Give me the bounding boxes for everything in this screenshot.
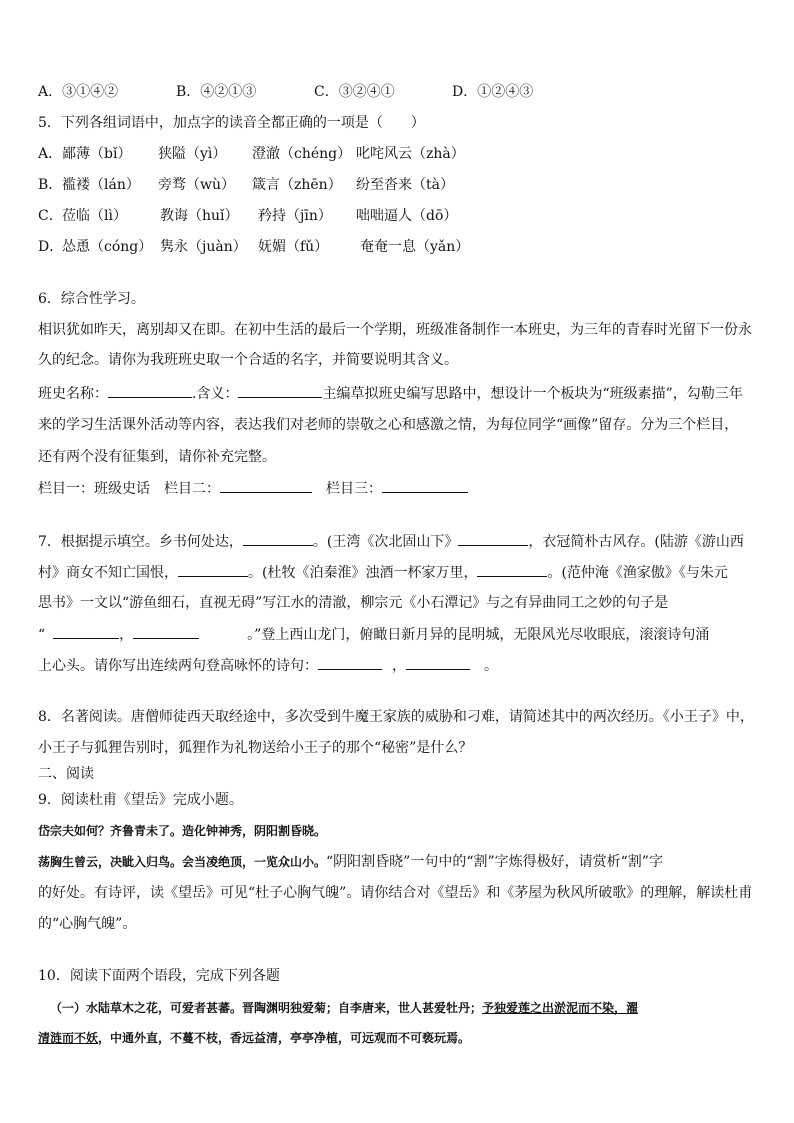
- column-one-and-two-label: 栏目一：班级史话 栏目二：: [38, 481, 220, 497]
- q10-underlined-text: 清涟而不妖: [38, 1031, 99, 1045]
- q4-option-a: [38, 82, 118, 102]
- q7-text: 。(范仲淹《渔家傲》《与朱元: [547, 565, 728, 581]
- q10-passage-text: （一）水陆草木之花，可爱者甚蕃。晋陶渊明独爱菊；自李唐来，世人甚爱牡丹；: [50, 1001, 483, 1015]
- q5-row-a-letter: A．: [38, 146, 63, 162]
- q7-text: ，: [392, 658, 406, 674]
- q9-question-line: 的好处。有诗评，读《望岳》可见“杜子心胸气魄”。请你结合对《望岳》和《茅屋为秋风所破歌》的理解，解读杜甫: [38, 885, 753, 901]
- q10-title: 10．阅读下面两个语段，完成下列各题: [38, 968, 280, 984]
- q4-option-a-letter: A．: [38, 84, 63, 100]
- q9-title: 9．阅读杜甫《望岳》完成小题。: [38, 792, 243, 808]
- q4-option-d-letter: D．: [452, 84, 478, 100]
- q7-line: [38, 531, 744, 552]
- q5-row-b-item: 纷至沓来（tà）: [356, 177, 454, 193]
- q7-text: 。(王湾《次北固山下》: [312, 534, 459, 550]
- q7-blank-1[interactable]: [243, 531, 313, 546]
- q5-row-d-item: 奄奄一息（yǎn）: [360, 239, 470, 255]
- q10-passage-text: ，中通外直，不蔓不枝，香远益清，亭亭净植，可远观而不可亵玩焉。: [98, 1031, 471, 1045]
- q9-question-line: [38, 852, 663, 872]
- q6-paragraph-line: 相识犹如昨天，离别却又在即。在初中生活的最后一个学期，班级准备制作一本班史，为三年的青春时光留下一份永: [38, 322, 752, 338]
- q7-blank-2[interactable]: [458, 531, 528, 546]
- q7-blank-7[interactable]: [318, 655, 382, 670]
- q5-row-c-letter: C．: [38, 208, 63, 224]
- q7-line: [38, 624, 709, 645]
- q5-stem: 5．下列各组词语中，加点字的读音全都正确的一项是（ ）: [38, 115, 425, 131]
- q7-text: 上心头。请你写出连续两句登高咏怀的诗句：: [38, 658, 318, 674]
- q7-line: 思书》一文以“游鱼细石，直视无碍”写江水的清澈，柳宗元《小石潭记》与之有异曲同工之妙的句子是: [38, 595, 669, 611]
- q6-paragraph-line: 来的学习生活课外活动等内容，表达我们对老师的崇敬之心和感激之情，为每位同学“画像”留存。分为三个栏目，: [38, 417, 739, 433]
- q10-passage-line: [50, 998, 638, 1018]
- q6-columns-line: [38, 478, 468, 499]
- meaning-blank[interactable]: [238, 383, 322, 398]
- q7-blank-3[interactable]: [178, 562, 248, 577]
- q4-option-b-value: ④②①③: [200, 84, 257, 100]
- class-history-name-blank[interactable]: [108, 383, 192, 398]
- q5-row-b-item: 褴褛（lán）: [62, 177, 140, 193]
- q7-line: [38, 655, 498, 676]
- q5-row-c-item: 矜持（jīn）: [258, 208, 332, 224]
- q9-question-line: 的“心胸气魄”。: [38, 916, 137, 932]
- q5-row-a-item: 叱咤风云（zhà）: [356, 146, 465, 162]
- q5-row-b-item: 箴言（zhēn）: [252, 177, 342, 193]
- q6-line-rest: 主编草拟班史编写思路中，想设计一个板块为“班级素描”，勾勒三年: [322, 386, 743, 402]
- q5-row-a-item: 狭隘（yì）: [158, 146, 227, 162]
- q5-row-d-item: 隽永（juàn）: [160, 239, 247, 255]
- q5-row-d-item: 怂恿（cóng）: [62, 239, 153, 255]
- column-two-blank[interactable]: [220, 478, 312, 493]
- q7-text: ，衣冠简朴古风存。(陆游《游山西: [528, 534, 744, 550]
- poem-line: 荡胸生曾云，决眦入归鸟。会当凌绝顶，一览众山小。: [38, 855, 327, 869]
- class-history-name-label: 班史名称：: [38, 386, 108, 402]
- q5-row-c-item: 咄咄逼人（dō）: [356, 208, 458, 224]
- q4-option-a-value: ③①④②: [62, 84, 119, 100]
- meaning-label: .含义：: [192, 386, 239, 402]
- q7-text: “: [38, 627, 46, 643]
- q10-passage-line: [38, 1028, 470, 1048]
- q6-title: 6．综合性学习。: [38, 291, 145, 307]
- q6-paragraph-line: 还有两个没有征集到，请你补充完整。: [38, 449, 276, 465]
- q5-row-b-letter: B．: [38, 177, 63, 193]
- q7-blank-5[interactable]: [53, 624, 119, 639]
- q7-text: 。(杜牧《泊秦淮》浊酒一杯家万里，: [248, 565, 478, 581]
- q4-option-c: [314, 82, 395, 102]
- q5-row-d-letter: D．: [38, 239, 64, 255]
- q4-option-d: [452, 82, 533, 102]
- column-three-label: 栏目三：: [326, 481, 382, 497]
- q6-paragraph-line: 久的纪念。请你为我班班史取一个合适的名字，并简要说明其含义。: [38, 352, 458, 368]
- q10-underlined-text: 予独爱莲之出淤泥而不染，濯: [482, 1001, 639, 1015]
- section-heading: 二、阅读: [38, 766, 94, 782]
- q5-row-c-item: 莅临（lì）: [62, 208, 127, 224]
- q4-option-c-letter: C．: [314, 84, 339, 100]
- q7-blank-6[interactable]: [133, 624, 199, 639]
- q7-line: [38, 562, 728, 583]
- q7-text: 。”登上西山龙门，俯瞰日新月异的昆明城，无限风光尽收眼底，滚滚诗句涌: [247, 627, 710, 643]
- q7-blank-4[interactable]: [477, 562, 547, 577]
- q9-question-text: “阴阳割昏晓”一句中的“割”字炼得极好，请赏析“割”字: [326, 854, 663, 870]
- q4-option-b-letter: B．: [176, 84, 201, 100]
- q7-text: 村》商女不知亡国恨，: [38, 565, 178, 581]
- q5-row-d-item: 妩媚（fǔ）: [258, 239, 329, 255]
- q4-option-b: [176, 82, 256, 102]
- q8-line: 小王子与狐狸告别时，狐狸作为礼物送给小王子的那个“秘密”是什么？: [38, 740, 473, 756]
- q7-text: ，: [119, 627, 134, 643]
- q7-text: 7．根据提示填空。乡书何处达，: [38, 534, 243, 550]
- q7-blank-8[interactable]: [406, 655, 470, 670]
- q4-option-c-value: ③②④①: [338, 84, 395, 100]
- column-three-blank[interactable]: [382, 478, 468, 493]
- q5-row-b-item: 旁骛（wù）: [158, 177, 235, 193]
- q7-text: 。: [484, 658, 498, 674]
- poem-line: 岱宗夫如何？齐鲁青未了。造化钟神秀，阴阳割昏晓。: [38, 824, 327, 838]
- q6-name-line: [38, 383, 743, 404]
- q5-row-c-item: 教诲（huǐ）: [160, 208, 239, 224]
- q4-option-d-value: ①②④③: [477, 84, 534, 100]
- q5-row-a-item: 鄙薄（bǐ）: [62, 146, 132, 162]
- q8-line: 8．名著阅读。唐僧师徒西天取经途中，多次受到牛魔王家族的威胁和刁难，请简述其中的两次经历。《小王子》中，: [38, 709, 754, 725]
- q5-row-a-item: 澄澈（chéng）: [252, 146, 352, 162]
